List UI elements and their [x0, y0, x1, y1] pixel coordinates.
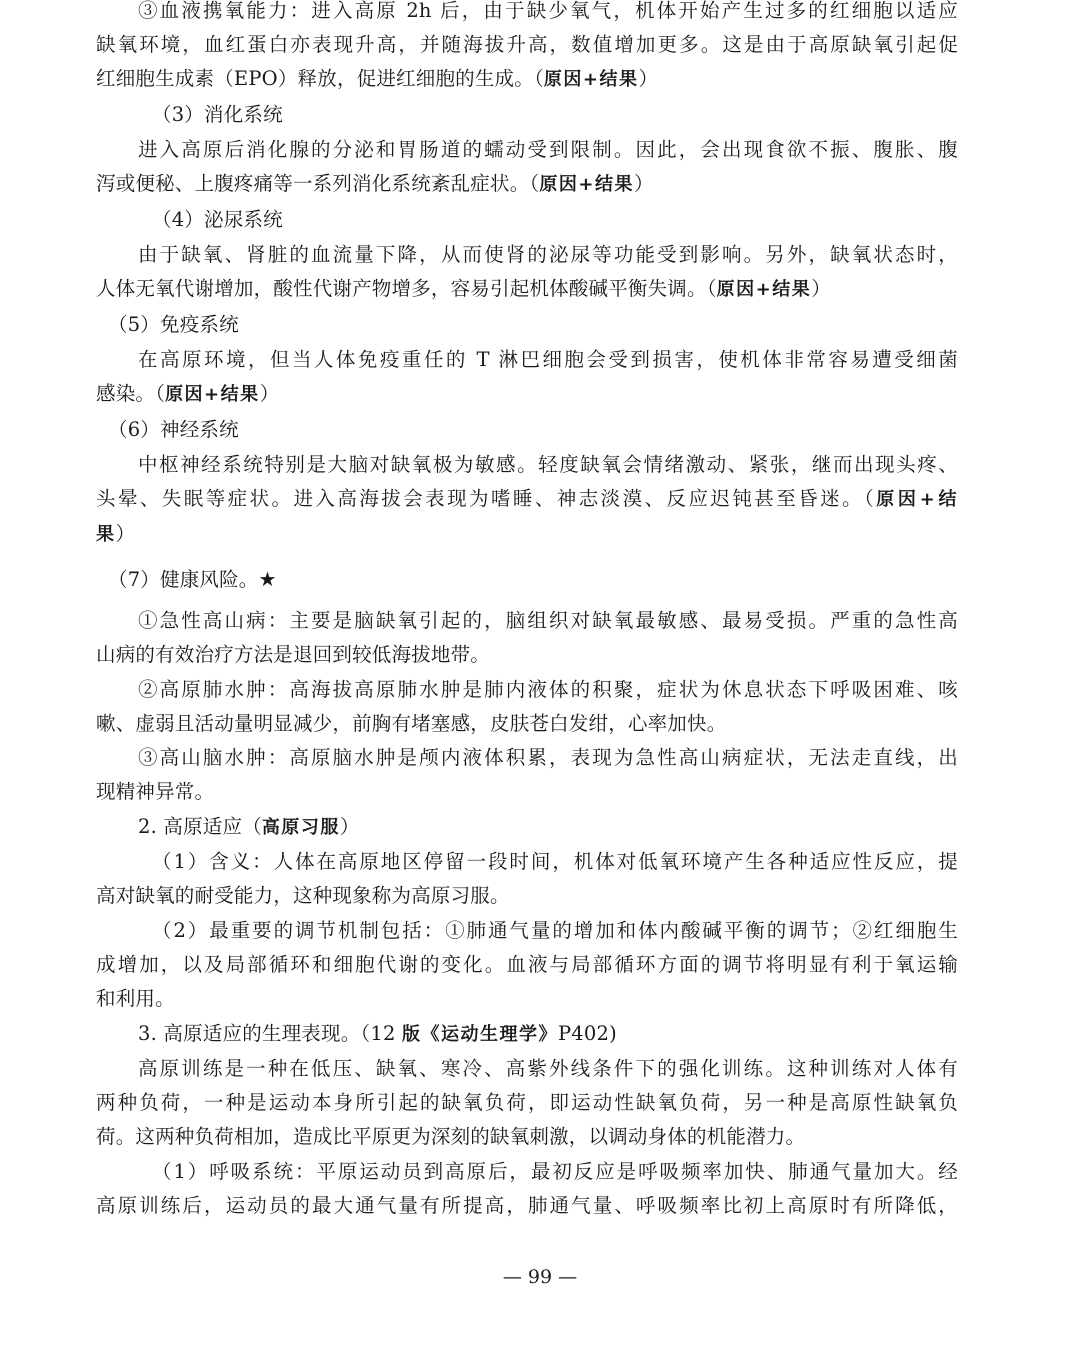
- text-line: 成增加，以及局部循环和细胞代谢的变化。血液与局部循环方面的调节将明显有利于氧运输: [96, 953, 958, 976]
- text-line: 在高原环境，但当人体免疫重任的 T 淋巴细胞会受到损害，使机体非常容易遭受细菌: [138, 348, 958, 371]
- text-line: 由于缺氧、肾脏的血流量下降，从而使肾的泌尿等功能受到影响。另外，缺氧状态时，: [138, 243, 958, 266]
- text-line: ①急性高山病：主要是脑缺氧引起的，脑组织对缺氧最敏感、最易受损。严重的急性高: [138, 609, 958, 632]
- text-line: 高对缺氧的耐受能力，这种现象称为高原习服。: [96, 884, 510, 907]
- text-line: 两种负荷，一种是运动本身所引起的缺氧负荷，即运动性缺氧负荷，另一种是高原性缺氧负: [96, 1091, 958, 1114]
- text-line: 泻或便秘、上腹疼痛等一系列消化系统紊乱症状。（原因+结果）: [96, 172, 654, 195]
- text-line: 头晕、失眠等症状。进入高海拔会表现为嗜睡、神志淡漠、反应迟钝甚至昏迷。（原因+结: [96, 487, 958, 510]
- text-line: （2）最重要的调节机制包括：①肺通气量的增加和体内酸碱平衡的调节；②红细胞生: [152, 919, 958, 942]
- text-line: 荷。这两种负荷相加，造成比平原更为深刻的缺氧刺激，以调动身体的机能潜力。: [96, 1125, 806, 1148]
- text-line: （1）呼吸系统：平原运动员到高原后，最初反应是呼吸频率加快、肺通气量加大。经: [152, 1160, 958, 1183]
- star-icon: ★: [258, 567, 277, 591]
- text-line: 果）: [96, 522, 136, 545]
- text-line: 山病的有效治疗方法是退回到较低海拔地带。: [96, 643, 491, 666]
- text-line: 高原训练是一种在低压、缺氧、寒冷、高紫外线条件下的强化训练。这种训练对人体有: [138, 1057, 958, 1080]
- text-line: 高原训练后，运动员的最大通气量有所提高，肺通气量、呼吸频率比初上高原时有所降低，: [96, 1194, 958, 1217]
- section-heading: （4）泌尿系统: [152, 208, 283, 231]
- text-line: 现精神异常。: [96, 780, 215, 803]
- text-line: 进入高原后消化腺的分泌和胃肠道的蠕动受到限制。因此，会出现食欲不振、腹胀、腹: [138, 138, 958, 161]
- section-heading: 3. 高原适应的生理表现。（12 版《运动生理学》P402): [138, 1022, 617, 1045]
- text-line: （1）含义：人体在高原地区停留一段时间，机体对低氧环境产生各种适应性反应，提: [152, 850, 958, 873]
- text-line: 缺氧环境，血红蛋白亦表现升高，并随海拔升高，数值增加更多。这是由于高原缺氧引起促: [96, 33, 958, 56]
- text-line: 人体无氧代谢增加，酸性代谢产物增多，容易引起机体酸碱平衡失调。（原因+结果）: [96, 277, 831, 300]
- text-line: ③高山脑水肿：高原脑水肿是颅内液体积累，表现为急性高山病症状，无法走直线，出: [138, 746, 958, 769]
- section-heading: （3）消化系统: [152, 103, 283, 126]
- text-line: 中枢神经系统特别是大脑对缺氧极为敏感。轻度缺氧会情绪激动、紧张，继而出现头疼、: [138, 453, 958, 476]
- section-heading: （6）神经系统: [108, 418, 239, 441]
- page-number: — 99 —: [502, 1266, 578, 1288]
- text-line: ③血液携氧能力：进入高原 2h 后，由于缺少氧气，机体开始产生过多的红细胞以适应: [138, 0, 958, 22]
- section-heading: （5）免疫系统: [108, 313, 239, 336]
- section-heading: 2. 高原适应（高原习服）: [138, 815, 360, 838]
- text-line: 和利用。: [96, 987, 175, 1010]
- text-line: 嗽、虚弱且活动量明显减少，前胸有堵塞感，皮肤苍白发绀，心率加快。: [96, 712, 727, 735]
- section-heading: （7）健康风险。★: [108, 567, 277, 591]
- text-line: 红细胞生成素（EPO）释放，促进红细胞的生成。（原因+结果）: [96, 67, 659, 90]
- text-line: 感染。（原因+结果）: [96, 382, 280, 405]
- text-line: ②高原肺水肿：高海拔高原肺水肿是肺内液体的积聚，症状为休息状态下呼吸困难、咳: [138, 678, 958, 701]
